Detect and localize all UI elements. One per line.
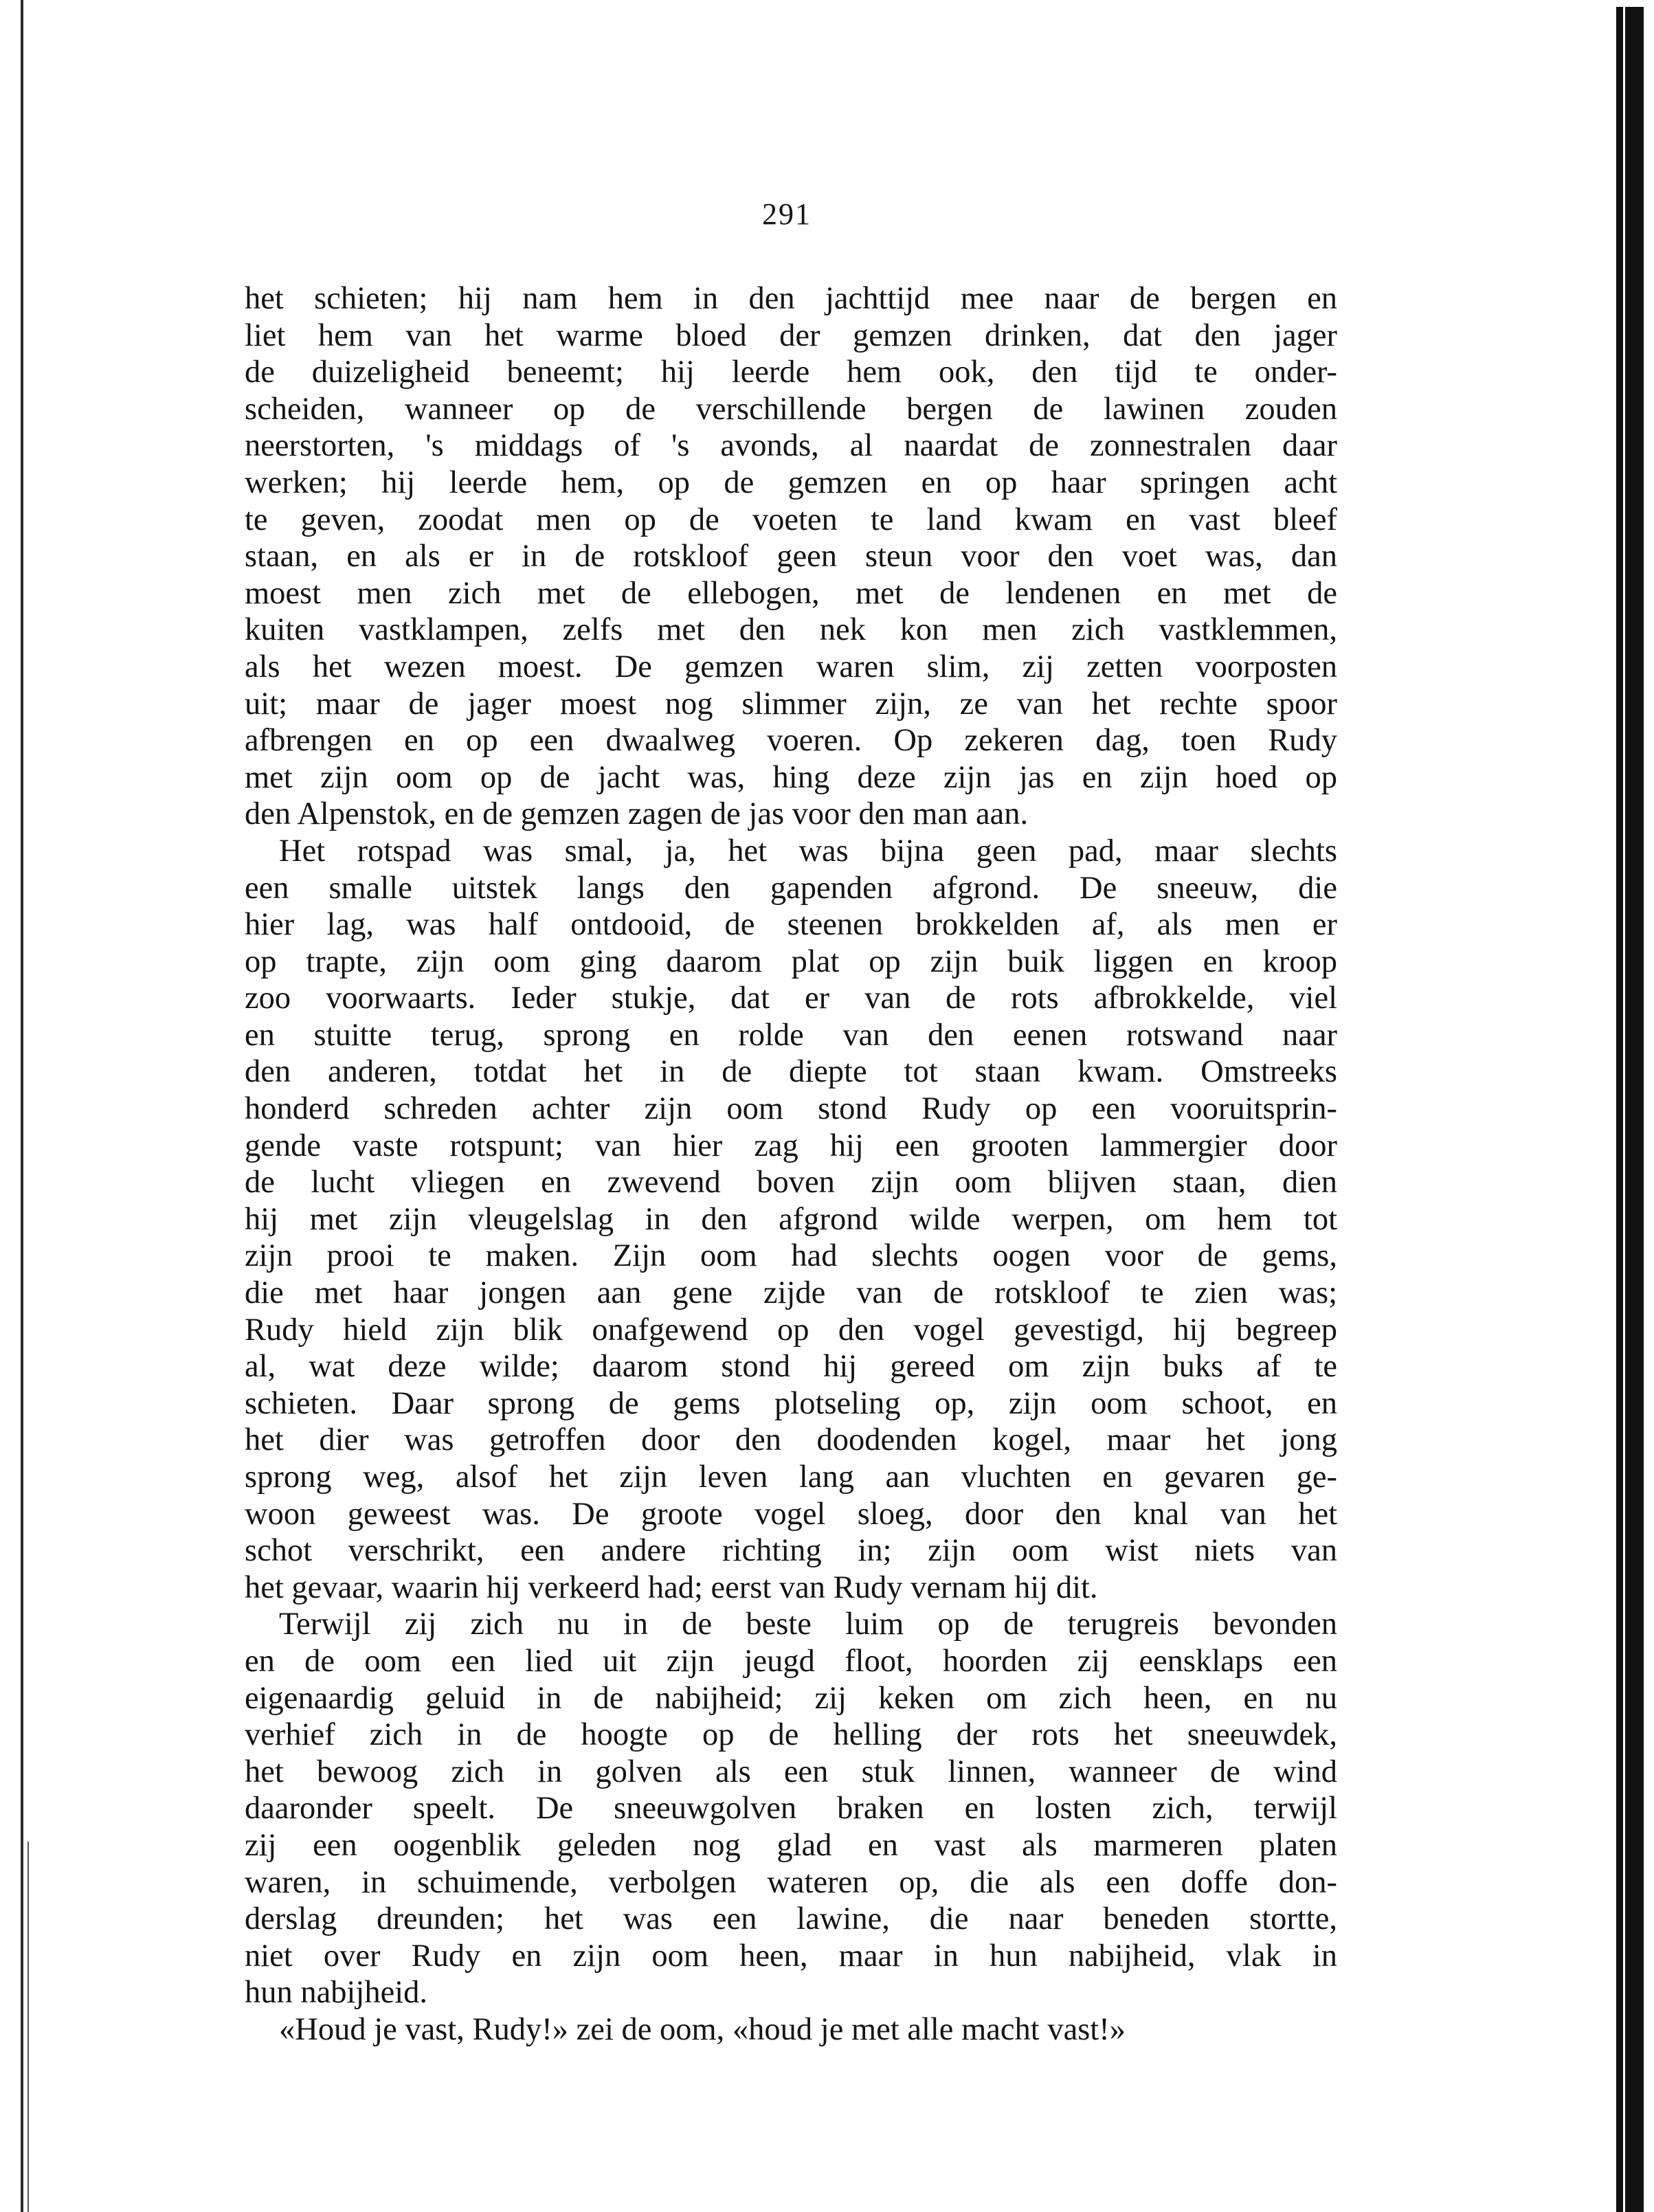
text-line: zijn prooi te maken. Zijn oom had slechts oogen voor de gems, [245, 1238, 1337, 1274]
paragraph [245, 280, 1337, 833]
text-line: liet hem van het warme bloed der gemzen drinken, dat den jager [245, 317, 1337, 353]
text-line: daaronder speelt. De sneeuwgolven braken en losten zich, terwijl [245, 1791, 1337, 1826]
text-line: hij met zijn vleugelslag in den afgrond wilde werpen, om hem tot [245, 1201, 1337, 1237]
text-line: den Alpenstok, en de gemzen zagen de jas voor den man aan. [245, 796, 1029, 832]
scan-edge-right [1616, 7, 1644, 2212]
text-line: waren, in schuimende, verbolgen wateren op, die als een doffe don- [245, 1864, 1337, 1900]
scan-edge-left [21, 0, 23, 2212]
text-line: eigenaardig geluid in de nabijheid; zij keken om zich heen, en nu [245, 1680, 1337, 1716]
text-line: gende vaste rotspunt; van hier zag hij een grooten lammergier door [245, 1128, 1337, 1163]
text-line: sprong weg, alsof het zijn leven lang aan vluchten en gevaren ge- [245, 1460, 1337, 1495]
paragraph [245, 1606, 1337, 2011]
text-line: Het rotspad was smal, ja, het was bijna geen pad, maar slechts [279, 833, 1337, 869]
text-line: scheiden, wanneer op de verschillende bergen de lawinen zouden [245, 391, 1337, 427]
paragraph [245, 833, 1337, 1606]
text-line: het dier was getroffen door den doodenden kogel, maar het jong [245, 1422, 1337, 1458]
page-number: 291 [762, 197, 812, 231]
text-line: en stuitte terug, sprong en rolde van den eenen rotswand naar [245, 1017, 1337, 1053]
text-line: honderd schreden achter zijn oom stond Rudy op een vooruitsprin- [245, 1091, 1337, 1127]
text-line: «Houd je vast, Rudy!» zei de oom, «houd je met alle macht vast!» [279, 2011, 1126, 2047]
text-line: derslag dreunden; het was een lawine, die naar beneden stortte, [245, 1901, 1337, 1937]
text-line: werken; hij leerde hem, op de gemzen en op haar springen acht [245, 465, 1337, 500]
text-line: het bewoog zich in golven als een stuk linnen, wanneer de wind [245, 1754, 1337, 1789]
text-line: hier lag, was half ontdooid, de steenen brokkelden af, als men er [245, 907, 1337, 943]
text-line: zoo voorwaarts. Ieder stukje, dat er van de rots afbrokkelde, viel [245, 981, 1337, 1016]
text-line: het gevaar, waarin hij verkeerd had; eerst van Rudy vernam hij dit. [245, 1569, 1098, 1605]
paragraph [245, 2011, 1337, 2048]
text-line: de duizeligheid beneemt; hij leerde hem ook, den tijd te onder- [245, 355, 1337, 390]
text-line: Terwijl zij zich nu in de beste luim op de terugreis bevonden [279, 1607, 1337, 1642]
text-line: een smalle uitstek langs den gapenden afgrond. De sneeuw, die [245, 870, 1337, 906]
text-line: op trapte, zijn oom ging daarom plat op zijn buik liggen en kroop [245, 943, 1337, 979]
text-line: Rudy hield zijn blik onafgewend op den vogel gevestigd, hij begreep [245, 1312, 1337, 1348]
text-line: afbrengen en op een dwaalweg voeren. Op zekeren dag, toen Rudy [245, 723, 1337, 759]
scan-edge-right-gap [1623, 0, 1625, 2212]
text-line: staan, en als er in de rotskloof geen steun voor den voet was, dan [245, 539, 1337, 574]
text-line: het schieten; hij nam hem in den jachttijd mee naar de bergen en [245, 281, 1337, 316]
text-line: zij een oogenblik geleden nog glad en vast als marmeren platen [245, 1827, 1337, 1863]
text-line: te geven, zoodat men op de voeten te land kwam en vast bleef [245, 502, 1337, 537]
text-line: verhief zich in de hoogte op de helling der rots het sneeuwdek, [245, 1717, 1337, 1753]
text-line: niet over Rudy en zijn oom heen, maar in hun nabijheid, vlak in [245, 1938, 1337, 1974]
text-line: uit; maar de jager moest nog slimmer zijn, ze van het rechte spoor [245, 686, 1337, 722]
text-line: en de oom een lied uit zijn jeugd floot, hoorden zij eensklaps een [245, 1643, 1337, 1679]
text-line: hun nabijheid. [245, 1975, 428, 2011]
text-line: die met haar jongen aan gene zijde van de rotskloof te zien was; [245, 1275, 1337, 1311]
scan-edge-left-mark [27, 1842, 29, 2212]
text-line: woon geweest was. De groote vogel sloeg, door den knal van het [245, 1496, 1337, 1532]
text-line: neerstorten, 's middags of 's avonds, al naardat de zonnestralen daar [245, 428, 1337, 464]
text-line: de lucht vliegen en zwevend boven zijn oom blijven staan, dien [245, 1165, 1337, 1200]
text-column [245, 280, 1337, 2048]
text-line: met zijn oom op de jacht was, hing deze zijn jas en zijn hoed op [245, 759, 1337, 795]
text-line: den anderen, totdat het in de diepte tot staan kwam. Omstreeks [245, 1054, 1337, 1090]
text-line: moest men zich met de ellebogen, met de lendenen en met de [245, 575, 1337, 611]
text-line: al, wat deze wilde; daarom stond hij gereed om zijn buks af te [245, 1349, 1337, 1385]
text-line: schieten. Daar sprong de gems plotseling op, zijn oom schoot, en [245, 1385, 1337, 1421]
text-line: schot verschrikt, een andere richting in; zijn oom wist niets van [245, 1533, 1337, 1569]
text-line: als het wezen moest. De gemzen waren slim, zij zetten voorposten [245, 649, 1337, 684]
text-line: kuiten vastklampen, zelfs met den nek kon men zich vastklemmen, [245, 612, 1337, 648]
